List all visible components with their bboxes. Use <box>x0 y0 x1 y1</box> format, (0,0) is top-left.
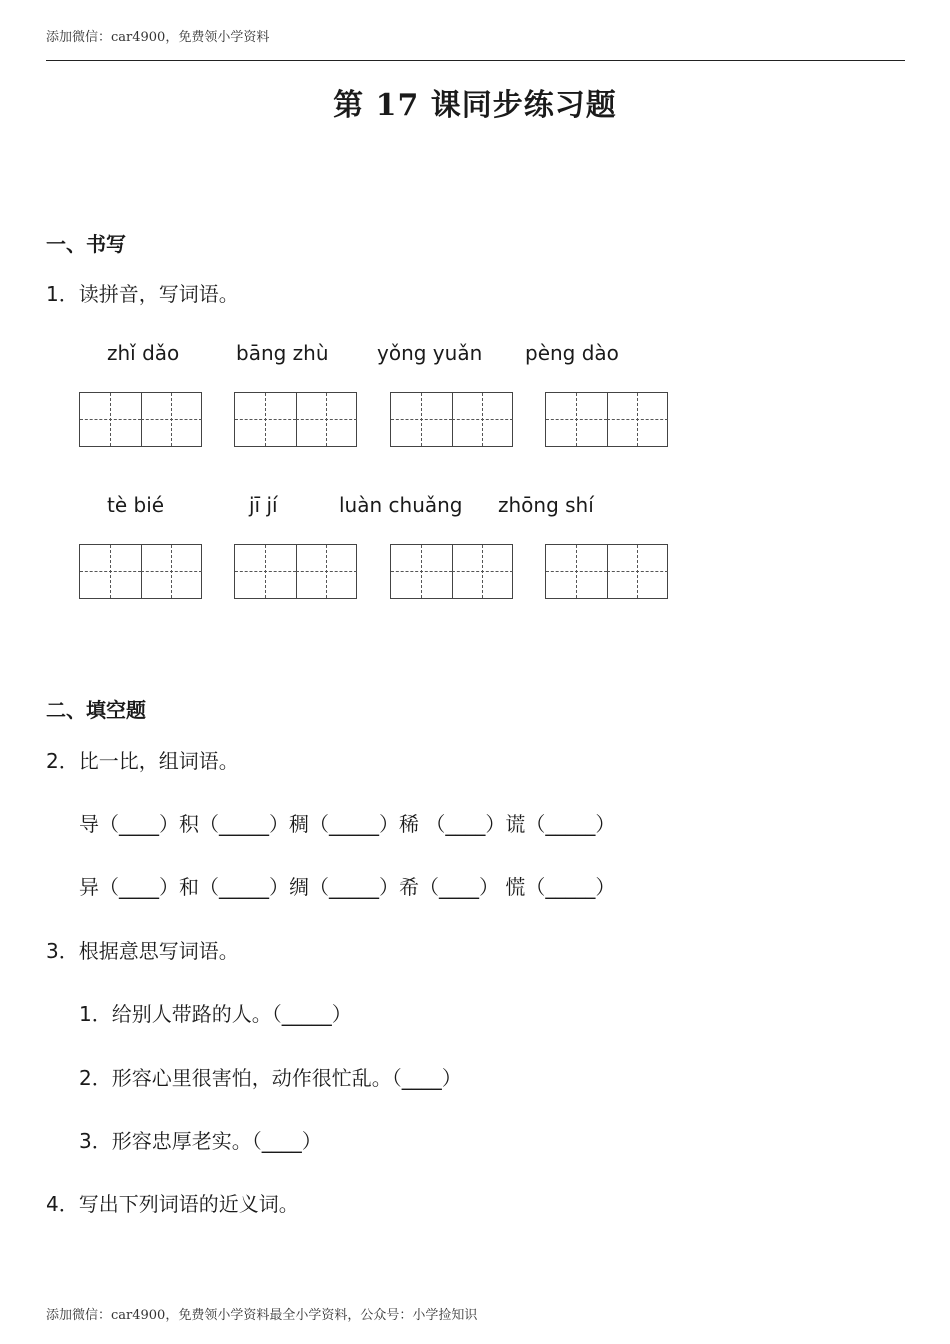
q3-item: 2．形容心里很害怕，动作很忙乱。（____） <box>79 1066 462 1090</box>
writing-grid[interactable] <box>79 544 202 599</box>
pinyin-zhongshi: zhōng shí <box>498 493 594 517</box>
pinyin-jiji: jī jí <box>249 493 278 517</box>
question-3: 3．根据意思写词语。 <box>46 939 239 963</box>
section-heading-writing: 一、书写 <box>46 232 126 256</box>
footer-text: 添加微信：car4900，免费领小学资料最全小学资料，公众号：小学捡知识 <box>46 1308 478 1323</box>
compare-line-1: 导（____）积（_____）稠（_____）稀 （____）谎（_____） <box>79 812 616 836</box>
writing-grid[interactable] <box>545 392 668 447</box>
q3-item: 3．形容忠厚老实。（____） <box>79 1129 322 1153</box>
question-4: 4．写出下列词语的近义词。 <box>46 1192 299 1216</box>
pinyin-luanchuang: luàn chuǎng <box>339 493 463 517</box>
compare-line-2: 异（____）和（_____）绸（_____）希（____） 慌（_____） <box>79 875 616 899</box>
pinyin-pengdao: pèng dào <box>525 341 619 365</box>
writing-grid[interactable] <box>79 392 202 447</box>
pinyin-tebie: tè bié <box>107 493 165 517</box>
writing-grid[interactable] <box>234 392 357 447</box>
q3-item: 1．给别人带路的人。（_____） <box>79 1002 352 1026</box>
writing-grid[interactable] <box>545 544 668 599</box>
header-divider <box>46 60 905 61</box>
header-text: 添加微信：car4900，免费领小学资料 <box>46 30 270 45</box>
section-heading-fill: 二、填空题 <box>46 698 146 722</box>
pinyin-yongyuan: yǒng yuǎn <box>377 341 483 365</box>
writing-grid[interactable] <box>234 544 357 599</box>
page-title: 第 17 课同步练习题 <box>333 88 617 123</box>
writing-grid[interactable] <box>390 544 513 599</box>
question-2: 2．比一比，组词语。 <box>46 749 239 773</box>
pinyin-zhidao: zhǐ dǎo <box>107 341 180 365</box>
pinyin-bangzhu: bāng zhù <box>236 341 329 365</box>
question-1: 1．读拼音，写词语。 <box>46 282 239 306</box>
writing-grid[interactable] <box>390 392 513 447</box>
